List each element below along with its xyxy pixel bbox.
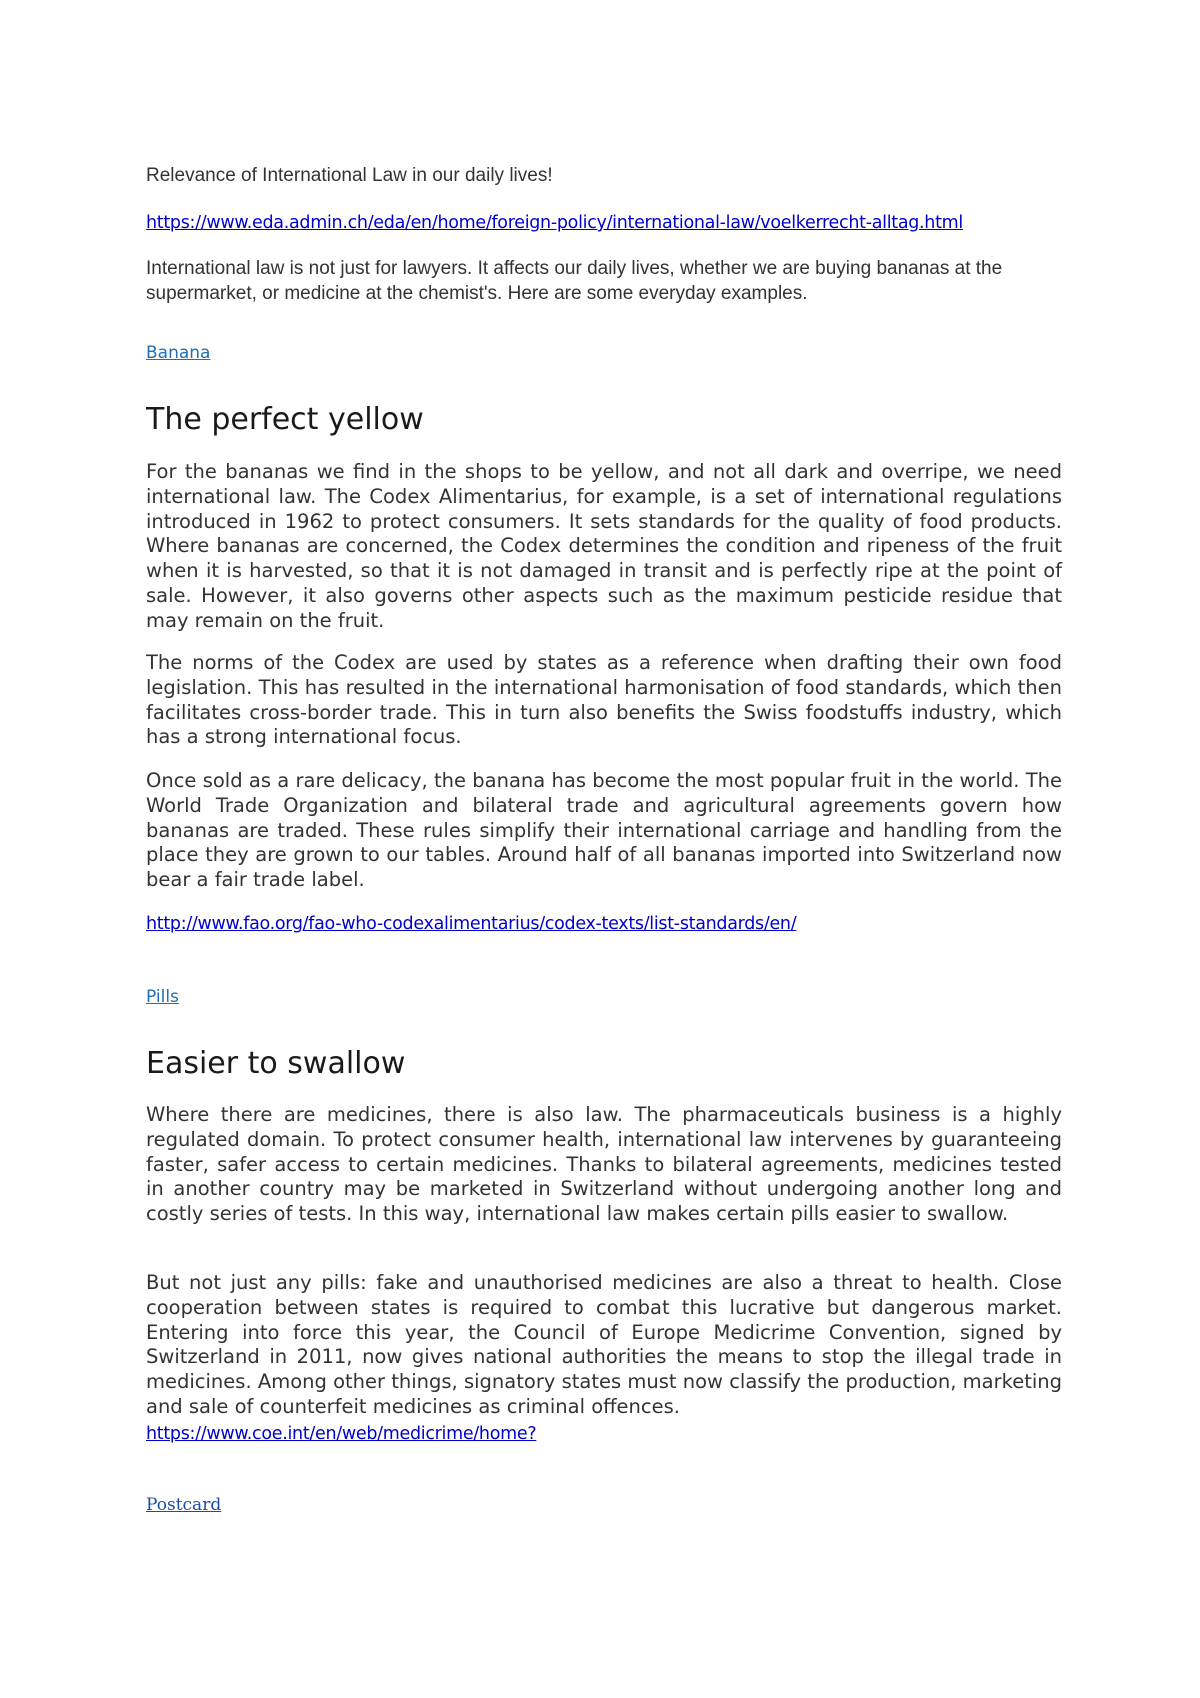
banana-paragraph-1: For the bananas we find in the shops to be yellow, and not all dark and overripe, we need international law. The Codex Alimentarius, for example, is a set of international regulations introduced in 1962 to protect consumers. It sets standards for the quality of food products. Where bananas are concerned, the Codex determines the condition and ripeness of the fruit when it is harvested, so that it is not damaged in transit and is perfectly ripe at the point of sale. However, it also governs other aspects such as the maximum pesticide residue that may remain on the fruit. bbox=[146, 460, 1062, 632]
banana-paragraph-2: The norms of the Codex are used by states as a reference when drafting their own food legislation. This has resulted in the international harmonisation of food standards, which then facilitates cross-border trade. This in turn also benefits the Swiss foodstuffs industry, which has a strong international focus. bbox=[146, 651, 1062, 749]
intro-paragraph: International law is not just for lawyers. It affects our daily lives, whether we are buying bananas at the supermarket, or medicine at the chemist's. Here are some everyday examples. bbox=[146, 258, 1003, 304]
postcard-section-link[interactable]: Postcard bbox=[146, 1495, 222, 1515]
pills-paragraph-1: Where there are medicines, there is also law. The pharmaceuticals business is a highly regulated domain. To protect consumer health, international law intervenes by guaranteeing faster, safer access to certain medicines. Thanks to bilateral agreements, medicines tested in another country may be marketed in Switzerland without undergoing another long and costly series of tests. In this way, international law makes certain pills easier to swallow. bbox=[146, 1103, 1062, 1226]
banana-heading: The perfect yellow bbox=[146, 402, 424, 437]
pills-heading: Easier to swallow bbox=[146, 1046, 406, 1081]
coe-url-link[interactable]: https://www.coe.int/en/web/medicrime/home? bbox=[146, 1424, 537, 1444]
eda-url-link[interactable]: https://www.eda.admin.ch/eda/en/home/foreign-policy/international-law/voelkerrecht-alltag.html bbox=[146, 213, 963, 233]
banana-section-link[interactable]: Banana bbox=[146, 343, 211, 363]
pills-section-link[interactable]: Pills bbox=[146, 987, 179, 1007]
pills-paragraph-2: But not just any pills: fake and unauthorised medicines are also a threat to health. Close cooperation between states is required to combat this lucrative but dangerous market. Entering into force this year, the Council of Europe Medicrime Convention, signed by Switzerland in 2011, now gives national authorities the means to stop the illegal trade in medicines. Among other things, signatory states must now classify the production, marketing and sale of counterfeit medicines as criminal offences. bbox=[146, 1271, 1062, 1418]
banana-paragraph-3: Once sold as a rare delicacy, the banana has become the most popular fruit in the world. The World Trade Organization and bilateral trade and agricultural agreements govern how bananas are traded. These rules simplify their international carriage and handling from the place they are grown to our tables. Around half of all bananas imported into Switzerland now bear a fair trade label. bbox=[146, 769, 1062, 892]
fao-url-link[interactable]: http://www.fao.org/fao-who-codexalimentarius/codex-texts/list-standards/en/ bbox=[146, 914, 797, 934]
document-title: Relevance of International Law in our daily lives! bbox=[146, 165, 553, 186]
